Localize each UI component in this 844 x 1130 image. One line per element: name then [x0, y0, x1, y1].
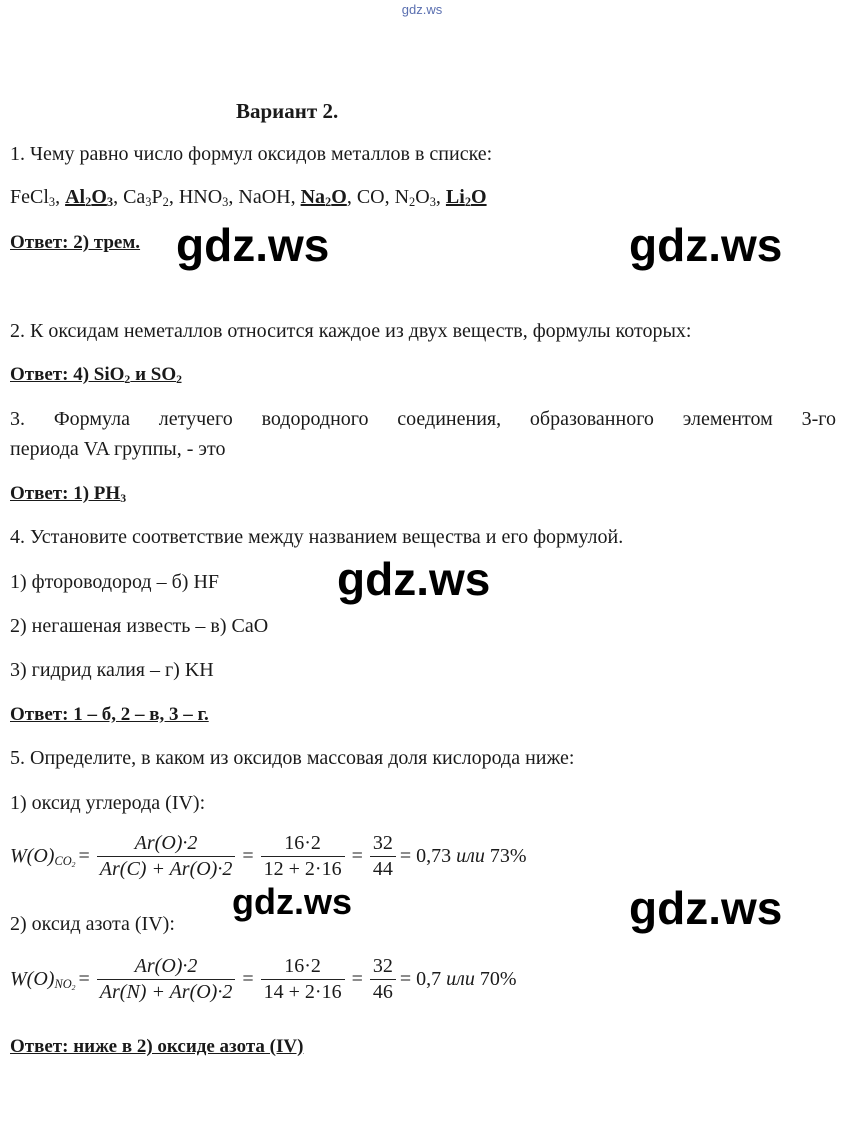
metal-oxide-al2o3: $Al_2O_3$	[65, 186, 114, 210]
question-2: 2. К оксидам неметаллов относится каждое из двух веществ, формулы которых:	[10, 320, 692, 342]
watermark: gdz.ws	[337, 553, 491, 605]
site-label[interactable]: gdz.ws	[401, 2, 443, 17]
question-5: 5. Определите, в каком из оксидов массовая доля кислорода ниже:	[10, 747, 575, 769]
answer-5: Ответ: ниже в 2) оксиде азота (IV)	[10, 1036, 304, 1057]
watermark: gdz.ws	[629, 219, 783, 271]
formula-co2: $W(O)_{CO_2}$ = $\frac{Ar(O)\cdot 2}{Ar(C) + Ar(O)\cdot 2}$ = $\frac{16\cdot 2}{12 + 2\cdot 16}$ = $\frac{32}{44}$ = 0,73 или 73%	[10, 832, 527, 880]
metal-oxide-na2o: $Na_2O$	[300, 186, 347, 210]
match-item-2: 2) негашеная известь – в) CaO	[10, 615, 269, 637]
question-3-line-1: 3. Формула летучего водородного соединения, образованного элементом 3-го	[10, 408, 836, 430]
watermark: gdz.ws	[232, 881, 353, 922]
answer-2: Ответ: 4) SiO$_2$ и $SO_2$	[10, 364, 182, 386]
match-item-3: 3) гидрид калия – г) KH	[10, 659, 214, 681]
answer-4: Ответ: 1 – б, 2 – в, 3 – г.	[10, 704, 209, 725]
question-3-line-2: периода VA группы, - это	[10, 438, 226, 460]
oxide-item-2: 2) оксид азота (IV):	[10, 913, 175, 935]
match-item-1: 1) фтороводород – б) HF	[10, 571, 220, 593]
page-title: Вариант 2.	[236, 99, 339, 123]
watermark: gdz.ws	[176, 219, 330, 271]
question-4: 4. Установите соответствие между названием вещества и его формулой.	[10, 526, 624, 548]
formula-list: FeCl$_3$, $Al_2O_3$, $Ca_3P_2$, $HNO_3$, NaOH, $Na_2O$, CO, $N_2O_3$, $Li_2O$	[10, 186, 487, 210]
answer-3: Ответ: 1) $PH_3$	[10, 483, 127, 505]
metal-oxide-li2o: $Li_2O$	[445, 186, 487, 210]
oxide-item-1: 1) оксид углерода (IV):	[10, 792, 206, 814]
answer-1: Ответ: 2) трем.	[10, 232, 141, 253]
watermark: gdz.ws	[629, 882, 783, 934]
question-1: 1. Чему равно число формул оксидов металлов в списке:	[10, 143, 493, 165]
formula-no2: $W(O)_{NO_2}$ = $\frac{Ar(O)\cdot 2}{Ar(N) + Ar(O)\cdot 2}$ = $\frac{16\cdot 2}{14 + 2\cdot 16}$ = $\frac{32}{46}$ = 0,7 или 70%	[10, 955, 517, 1003]
